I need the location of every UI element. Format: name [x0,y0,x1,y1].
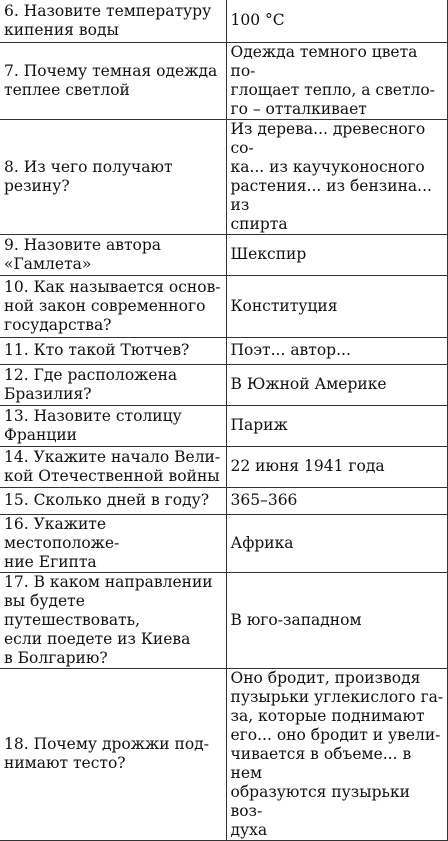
answer-cell: В юго-западном [226,572,447,668]
answer-cell: 365–366 [226,487,447,514]
table-row [0,234,447,275]
table-row [0,405,447,446]
table-row [0,668,447,840]
table-row [0,337,447,364]
answer-cell: 100 °С [226,0,447,42]
question-cell: 14. Укажите начало Вели- кой Отечественной войны [0,446,226,487]
table-row [0,572,447,668]
answer-cell: Конституция [226,275,447,337]
table-row [0,514,447,572]
answer-cell: Париж [226,405,447,446]
question-cell: 6. Назовите температуру кипения воды [0,0,226,42]
answer-cell: Африка [226,514,447,572]
table-row [0,446,447,487]
question-cell: 18. Почему дрожжи под- нимают тесто? [0,668,226,840]
table-row [0,0,447,42]
table-row [0,364,447,405]
question-cell: 12. Где расположена Бразилия? [0,364,226,405]
table-row [0,275,447,337]
question-cell: 8. Из чего получают резину? [0,119,226,234]
answer-cell: Из дерева... древесного со- ка... из каучуконосного растения... из бензина... из спирта [226,119,447,234]
question-cell: 10. Как называется основ- ной закон современного государства? [0,275,226,337]
question-cell: 17. В каком направлении вы будете путешествовать, если поедете из Киева в Болгарию? [0,572,226,668]
table-row [0,487,447,514]
answer-cell: В Южной Америке [226,364,447,405]
question-cell: 15. Сколько дней в году? [0,487,226,514]
answer-cell: 22 июня 1941 года [226,446,447,487]
answer-cell: Шекспир [226,234,447,275]
question-cell: 7. Почему темная одежда теплее светлой [0,42,226,119]
answer-cell: Оно бродит, производя пузырьки углекислого га- за, которые поднимают его... оно бродит и увели- чивается в объеме... в нем образуются пузырьки воз- духа [226,668,447,840]
table-row [0,119,447,234]
table-row [0,42,447,119]
question-cell: 13. Назовите столицу Франции [0,405,226,446]
question-cell: 16. Укажите местоположе- ние Египта [0,514,226,572]
answer-cell: Поэт... автор... [226,337,447,364]
answer-cell: Одежда темного цвета по- глощает тепло, а светло- го – отталкивает [226,42,447,119]
question-cell: 9. Назовите автора «Гамлета» [0,234,226,275]
question-cell: 11. Кто такой Тютчев? [0,337,226,364]
